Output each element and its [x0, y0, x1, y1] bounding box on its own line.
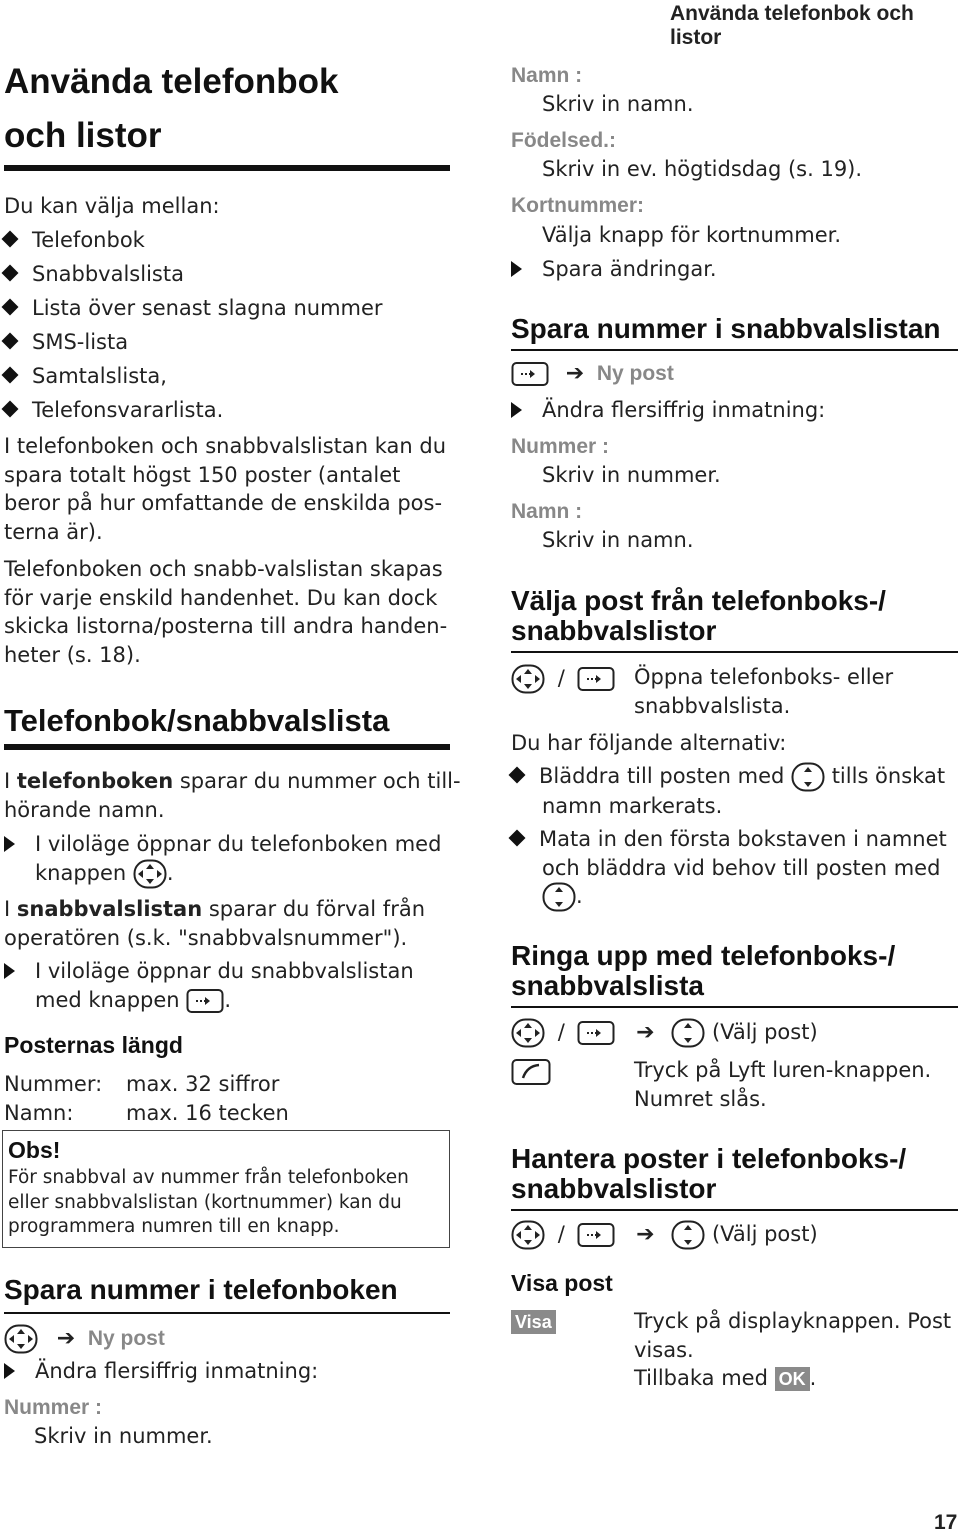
list-item: Telefonbok — [4, 226, 454, 260]
field-description: Skriv in namn. — [542, 92, 694, 116]
list-item: Telefonsvararlista. — [4, 396, 454, 430]
note-title: Obs! — [8, 1137, 61, 1163]
field-label: Namn : — [511, 500, 583, 523]
bullet-icon — [2, 333, 19, 350]
section-rule — [511, 1006, 958, 1008]
paragraph-speeddial: I snabbvalslistan sparar du förval från operatören (s.k. "snabbvalsnummer"). — [4, 897, 426, 950]
section-rule — [511, 349, 958, 351]
lengths-title: Posternas längd — [4, 1032, 183, 1058]
table-row: Namn: max. 16 tecken — [4, 1100, 289, 1125]
bullet-icon — [2, 265, 19, 282]
paragraph-capacity: I telefonboken och snabbvalslistan kan du spara totalt högst 150 poster (antalet beror på hur omfattande de enskilda pos- terna är). — [4, 434, 447, 544]
page-number: 17 — [934, 1511, 958, 1534]
talk-key-icon — [511, 1058, 551, 1091]
navigation-key-icon — [511, 1018, 545, 1048]
speeddial-key-icon — [577, 666, 615, 692]
speeddial-key-icon — [186, 988, 224, 1014]
section-rule — [511, 1209, 958, 1211]
speeddial-key-icon — [577, 1020, 615, 1046]
key-description: Öppna telefonboks- eller snabbvalslista. — [634, 665, 894, 718]
menu-item-ny-post: Ny post — [596, 362, 674, 385]
list-item: Samtalslista, — [4, 362, 454, 396]
speeddial-key-icon — [577, 1222, 615, 1248]
ok-softkey: OK — [775, 1367, 810, 1391]
manage-path: / ➔ (Välj post) — [511, 1220, 818, 1250]
bullet-icon — [2, 299, 19, 316]
navigation-key-icon — [671, 1018, 705, 1048]
field-label: Nummer : — [4, 1396, 103, 1419]
view-title: Visa post — [511, 1270, 613, 1296]
bullet-icon — [2, 367, 19, 384]
field-description: Skriv in namn. — [542, 528, 694, 552]
step-open-phonebook: I viloläge öppnar du telefonboken med knappen . — [4, 830, 441, 889]
section-rule — [511, 651, 958, 653]
navigation-key-icon — [791, 762, 825, 792]
path-arrow-icon: ➔ — [565, 361, 585, 386]
section-title-select: Välja post från telefonboks-/ snabbvalslistor — [511, 585, 886, 646]
navigation-key-icon — [542, 882, 576, 912]
section-title-save-phonebook: Spara nummer i telefonboken — [4, 1274, 398, 1305]
section-rule — [4, 1312, 450, 1314]
navigation-key-icon — [671, 1220, 705, 1250]
field-label: Kortnummer: — [511, 194, 645, 217]
field-description: Skriv in nummer. — [34, 1424, 213, 1448]
section-title-manage: Hantera poster i telefonboks-/ snabbvalslistor — [511, 1143, 907, 1204]
bullet-icon — [2, 401, 19, 418]
field-description: Skriv in ev. högtidsdag (s. 19). — [542, 157, 863, 181]
list-item: SMS-lista — [4, 328, 454, 362]
intro-text: Du kan välja mellan: — [4, 194, 220, 218]
section-title-save-speeddial: Spara nummer i snabbvalslistan — [511, 313, 941, 344]
path-arrow-icon: ➔ — [636, 1222, 655, 1247]
navigation-key-icon — [511, 1220, 545, 1250]
bullet-icon — [2, 231, 19, 248]
view-softkey: Visa — [511, 1309, 556, 1334]
section-rule — [4, 744, 450, 750]
lengths-table — [4, 1070, 289, 1127]
view-description: Tryck på displayknappen. Post visas. Tillbaka med OK . — [634, 1309, 952, 1390]
field-label: Nummer : — [511, 435, 610, 458]
step-arrow-icon — [4, 1363, 15, 1379]
alternative-2: Mata in den första bokstaven i namnet och bläddra vid behov till posten med . — [511, 825, 958, 912]
step-edit: Ändra flersiffrig inmatning: — [4, 1357, 318, 1386]
step-save: Spara ändringar. — [511, 255, 717, 284]
field-label: Födelsed.: — [511, 129, 617, 152]
table-row: Nummer: max. 32 siffror — [4, 1072, 280, 1096]
step-arrow-icon — [511, 402, 522, 418]
speeddial-key-icon — [511, 361, 549, 387]
alternatives-intro: Du har följande alternativ: — [511, 731, 787, 755]
section-title-phonebook: Telefonbok/snabbvalslista — [4, 703, 390, 738]
paragraph-phonebook: I telefonboken sparar du nummer och till- hörande namn. — [4, 769, 461, 822]
key-combo: / — [511, 664, 615, 694]
navigation-key-icon — [511, 664, 545, 694]
navigation-key-icon — [4, 1324, 38, 1354]
running-header: Använda telefonbok och listor — [670, 2, 914, 49]
field-label: Namn : — [511, 64, 583, 87]
path-arrow-icon: ➔ — [636, 1020, 655, 1045]
page-title-line1: Använda telefonbok — [4, 62, 339, 101]
step-arrow-icon — [4, 836, 15, 852]
section-title-call: Ringa upp med telefonboks-/ snabbvalslista — [511, 940, 896, 1001]
page-title-line2: och listor — [4, 116, 162, 155]
step-open-speeddial: I viloläge öppnar du snabbvalslistan med knappen . — [4, 957, 414, 1014]
bullet-icon — [509, 767, 526, 784]
step-edit: Ändra flersiffrig inmatning: — [511, 396, 825, 425]
paragraph-handsets: Telefonboken och snabb-valslistan skapas för varje enskild handenhet. Du kan dock skicka listorna/posterna till andra handen- heter (s. 18). — [4, 557, 448, 667]
call-path: / ➔ (Välj post) — [511, 1018, 818, 1048]
menu-item-ny-post: Ny post — [87, 1327, 165, 1350]
step-arrow-icon — [4, 963, 15, 979]
choices-list — [4, 226, 454, 430]
menu-path — [511, 361, 674, 387]
menu-path — [4, 1324, 165, 1354]
path-arrow-icon: ➔ — [56, 1326, 76, 1351]
field-description: Välja knapp för kortnummer. — [542, 223, 842, 247]
list-item: Snabbvalslista — [4, 260, 454, 294]
title-rule — [4, 165, 450, 171]
alternative-1: Bläddra till posten med tills önskat namn markerats. — [511, 762, 958, 821]
bullet-icon — [509, 830, 526, 847]
step-arrow-icon — [511, 261, 522, 277]
navigation-key-icon — [133, 859, 167, 889]
note-box — [2, 1130, 450, 1248]
field-description: Skriv in nummer. — [542, 463, 721, 487]
call-description: Tryck på Lyft luren-knappen. Numret slås. — [634, 1058, 932, 1111]
note-text: För snabbval av nummer från telefonboken eller snabbvalslistan (kortnummer) kan du programmera numren till en knapp. — [8, 1167, 409, 1237]
list-item: Lista över senast slagna nummer — [4, 294, 454, 328]
